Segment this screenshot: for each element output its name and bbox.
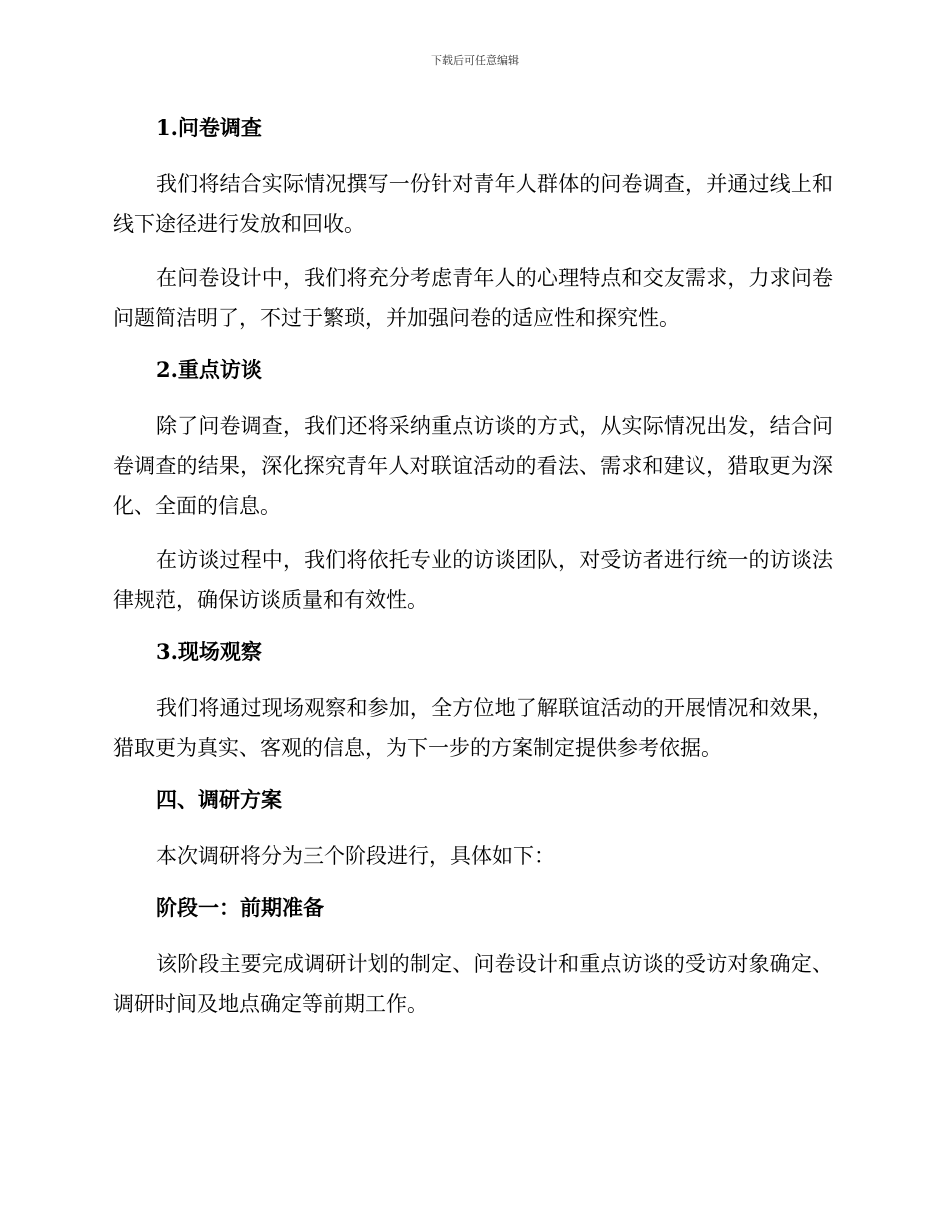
paragraph: 在访谈过程中，我们将依托专业的访谈团队，对受访者进行统一的访谈法律规范，确保访谈质量和有效性。 <box>113 548 833 612</box>
section-heading-questionnaire: 1.问卷调查 <box>156 115 262 140</box>
paragraph: 我们将结合实际情况撰写一份针对青年人群体的问卷调查，并通过线上和线下途径进行发放和回收。 <box>113 172 833 236</box>
paragraph: 除了问卷调查，我们还将采纳重点访谈的方式，从实际情况出发，结合问卷调查的结果，深化探究青年人对联谊活动的看法、需求和建议，猎取更为深化、全面的信息。 <box>113 414 833 518</box>
page-header: 下载后可任意编辑 <box>431 54 519 67</box>
paragraph: 在问卷设计中，我们将充分考虑青年人的心理特点和交友需求，力求问卷问题简洁明了，不过于繁琐，并加强问卷的适应性和探究性。 <box>113 266 833 330</box>
paragraph: 该阶段主要完成调研计划的制定、问卷设计和重点访谈的受访对象确定、调研时间及地点确定等前期工作。 <box>113 952 833 1016</box>
paragraph: 本次调研将分为三个阶段进行，具体如下： <box>156 844 555 868</box>
section-heading-observation: 3.现场观察 <box>156 639 262 664</box>
section-heading-stage-one: 阶段一：前期准备 <box>156 895 324 920</box>
paragraph: 我们将通过现场观察和参加，全方位地了解联谊活动的开展情况和效果，猎取更为真实、客观的信息，为下一步的方案制定提供参考依据。 <box>113 696 833 760</box>
section-heading-interview: 2.重点访谈 <box>156 357 262 382</box>
section-heading-research-plan: 四、调研方案 <box>156 787 282 812</box>
document-body <box>113 110 833 1038</box>
